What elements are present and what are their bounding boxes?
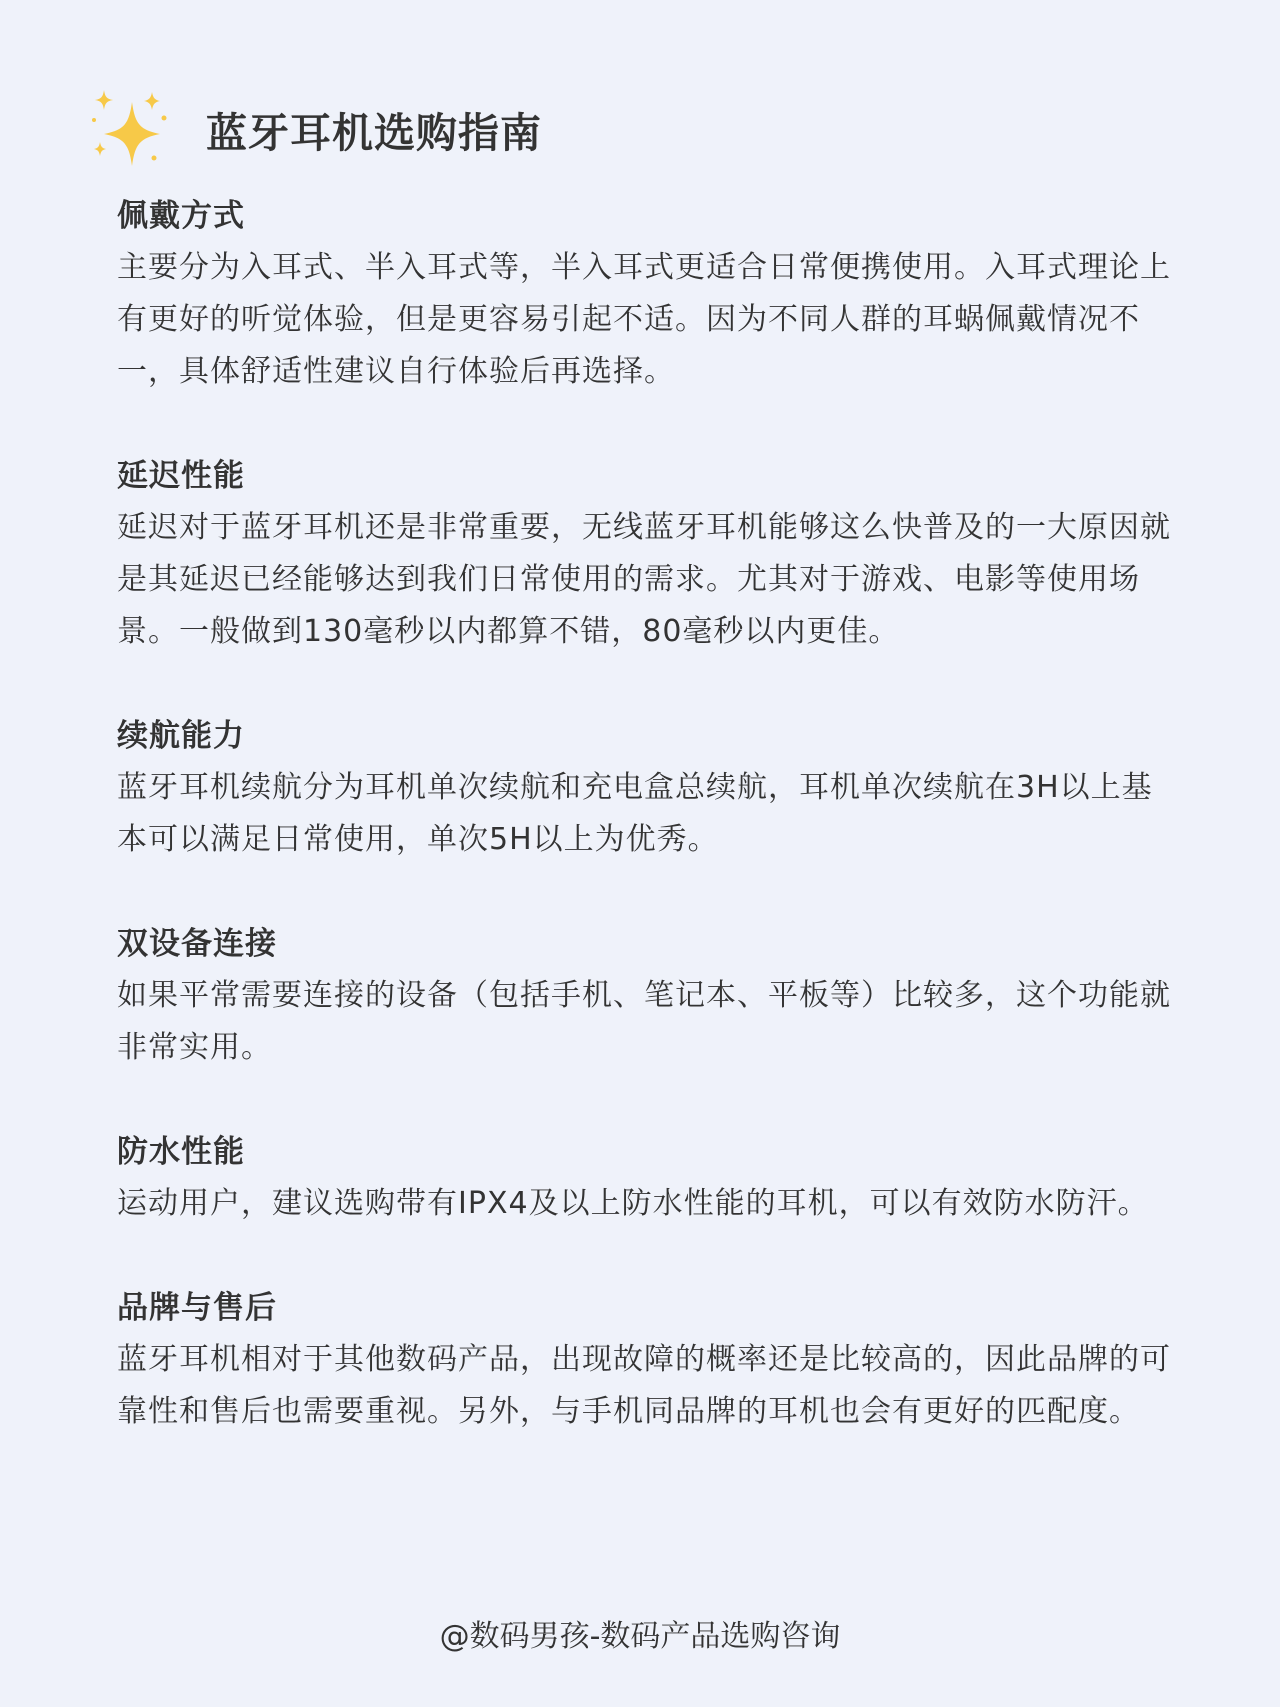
section-title: 延迟性能 (117, 458, 245, 494)
section-waterproof (117, 1126, 1177, 1230)
section-title: 品牌与售后 (117, 1290, 277, 1326)
header (90, 88, 542, 178)
section-dual-device (117, 918, 1177, 1074)
section-body: 运动用户，建议选购带有IPX4及以上防水性能的耳机，可以有效防水防汗。 (117, 1186, 1149, 1221)
section-body: 如果平常需要连接的设备（包括手机、笔记本、平板等）比较多，这个功能就非常实用。 (117, 978, 1171, 1065)
section-brand (117, 1282, 1177, 1438)
section-latency (117, 450, 1177, 658)
section-title: 防水性能 (117, 1134, 245, 1170)
section-title: 续航能力 (117, 718, 245, 754)
section-body: 主要分为入耳式、半入耳式等，半入耳式更适合日常便携使用。入耳式理论上有更好的听觉体验，但是更容易引起不适。因为不同人群的耳蜗佩戴情况不一，具体舒适性建议自行体验后再选择。 (117, 250, 1171, 389)
section-body: 蓝牙耳机续航分为耳机单次续航和充电盒总续航，耳机单次续航在3H以上基本可以满足日常使用，单次5H以上为优秀。 (117, 770, 1153, 857)
section-wearing (117, 190, 1177, 398)
sparkles-icon (90, 88, 180, 178)
content (117, 190, 1177, 1490)
section-title: 双设备连接 (117, 926, 277, 962)
page-title: 蓝牙耳机选购指南 (206, 108, 542, 157)
section-battery (117, 710, 1177, 866)
footer-credit: @数码男孩-数码产品选购咨询 (439, 1619, 841, 1654)
section-title: 佩戴方式 (117, 198, 245, 234)
section-body: 蓝牙耳机相对于其他数码产品，出现故障的概率还是比较高的，因此品牌的可靠性和售后也需要重视。另外，与手机同品牌的耳机也会有更好的匹配度。 (117, 1342, 1171, 1429)
section-body: 延迟对于蓝牙耳机还是非常重要，无线蓝牙耳机能够这么快普及的一大原因就是其延迟已经能够达到我们日常使用的需求。尤其对于游戏、电影等使用场景。一般做到130毫秒以内都算不错，80毫秒以内更佳。 (117, 510, 1171, 649)
